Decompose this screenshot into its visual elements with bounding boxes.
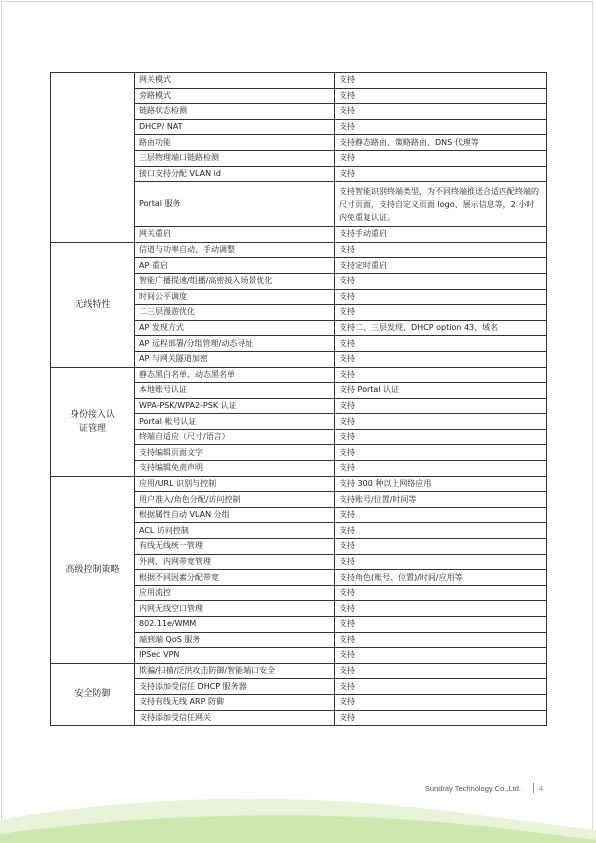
support-cell: 支持二、三层发现、DHCP option 43、域名 bbox=[335, 320, 547, 336]
feature-cell: DHCP/ NAT bbox=[135, 119, 335, 135]
support-cell: 支持定时重启 bbox=[335, 258, 547, 274]
support-cell: 支持 bbox=[335, 663, 547, 679]
feature-cell: 三层物理端口链路检测 bbox=[135, 150, 335, 166]
feature-cell: 根据不同因素分配带宽 bbox=[135, 570, 335, 586]
feature-cell: IPSec VPN bbox=[135, 648, 335, 664]
table-row bbox=[51, 73, 547, 89]
spec-table-body bbox=[51, 73, 547, 726]
support-cell: 支持静态路由、策略路由、DNS 代理等 bbox=[335, 135, 547, 151]
support-cell: 支持 Portal 认证 bbox=[335, 383, 547, 399]
support-cell: 支持 bbox=[335, 617, 547, 633]
support-cell: 支持 bbox=[335, 166, 547, 182]
feature-cell: 支持有线无线 ARP 防御 bbox=[135, 694, 335, 710]
table-row bbox=[51, 476, 547, 492]
feature-cell: 应用/URL 识别与控制 bbox=[135, 476, 335, 492]
feature-cell: 欺骗/扫描/泛洪攻击防御/智能端口安全 bbox=[135, 663, 335, 679]
support-cell: 支持 bbox=[335, 429, 547, 445]
feature-cell: 信道与功率自动、手动调整 bbox=[135, 242, 335, 258]
support-cell: 支持 bbox=[335, 461, 547, 477]
support-cell: 支持手动重启 bbox=[335, 227, 547, 243]
feature-cell: Portal 帐号认证 bbox=[135, 414, 335, 430]
feature-cell: WPA-PSK/WPA2-PSK 认证 bbox=[135, 398, 335, 414]
support-cell: 支持 bbox=[335, 336, 547, 352]
support-cell: 支持 bbox=[335, 289, 547, 305]
category-label: 无线特性 bbox=[74, 299, 111, 310]
feature-cell: 二三层漫游优化 bbox=[135, 305, 335, 321]
feature-cell: 内网无线空口管理 bbox=[135, 601, 335, 617]
category-cell bbox=[51, 663, 135, 725]
support-cell: 支持 bbox=[335, 414, 547, 430]
category-cell bbox=[51, 367, 135, 476]
footer-wave-decoration bbox=[0, 790, 596, 843]
feature-cell: 支持添加受信任 DHCP 服务器 bbox=[135, 679, 335, 695]
support-cell: 支持角色(账号、位置)/时间/应用等 bbox=[335, 570, 547, 586]
feature-cell: 路由功能 bbox=[135, 135, 335, 151]
category-cell bbox=[51, 73, 135, 243]
support-cell: 支持 bbox=[335, 445, 547, 461]
support-cell: 支持 bbox=[335, 585, 547, 601]
support-cell: 支持 bbox=[335, 351, 547, 367]
support-cell: 支持 bbox=[335, 150, 547, 166]
feature-cell: AP 重启 bbox=[135, 258, 335, 274]
feature-cell: 接口支持分配 VLAN id bbox=[135, 166, 335, 182]
table-row bbox=[51, 663, 547, 679]
feature-cell: 外网、内网带宽管理 bbox=[135, 554, 335, 570]
support-cell: 支持 bbox=[335, 507, 547, 523]
support-cell: 支持 bbox=[335, 305, 547, 321]
support-cell: 支持 bbox=[335, 601, 547, 617]
category-label: 身份接入认证管理 bbox=[69, 409, 115, 434]
feature-cell: 支持添加受信任网关 bbox=[135, 710, 335, 726]
support-cell: 支持 bbox=[335, 523, 547, 539]
feature-cell: 智能广播提速/组播/高密接入场景优化 bbox=[135, 273, 335, 289]
feature-cell: 网关重启 bbox=[135, 227, 335, 243]
feature-cell: AP 发现方式 bbox=[135, 320, 335, 336]
support-cell: 支持 bbox=[335, 242, 547, 258]
support-cell: 支持 300 种以上网络应用 bbox=[335, 476, 547, 492]
feature-cell: AP 远程部署/分组管理/动态寻址 bbox=[135, 336, 335, 352]
support-cell: 支持 bbox=[335, 632, 547, 648]
spec-table bbox=[50, 72, 547, 726]
feature-cell: 有线无线统一管理 bbox=[135, 539, 335, 555]
feature-cell: 链路状态检测 bbox=[135, 104, 335, 120]
support-cell: 支持 bbox=[335, 648, 547, 664]
table-row bbox=[51, 367, 547, 383]
footer-page-number: 4 bbox=[538, 784, 543, 793]
support-cell: 支持 bbox=[335, 104, 547, 120]
feature-cell: 时间公平调度 bbox=[135, 289, 335, 305]
category-label: 高级控制策略 bbox=[65, 564, 120, 575]
feature-cell: 网关模式 bbox=[135, 73, 335, 89]
support-cell: 支持 bbox=[335, 119, 547, 135]
feature-cell: 静态黑白名单、动态黑名单 bbox=[135, 367, 335, 383]
feature-cell: 用户准入/角色分配/访问控制 bbox=[135, 492, 335, 508]
feature-cell: 支持编辑页面文字 bbox=[135, 445, 335, 461]
support-cell: 支持智能识别终端类型，为不同终端推送合适匹配终端的尺寸页面，支持自定义页面 logo、展示信息等，2 小时内免重复认证。 bbox=[335, 182, 547, 227]
feature-cell: 支持编辑免责声明 bbox=[135, 461, 335, 477]
support-cell: 支持 bbox=[335, 398, 547, 414]
support-cell: 支持 bbox=[335, 554, 547, 570]
support-cell: 支持 bbox=[335, 539, 547, 555]
feature-cell: 应用流控 bbox=[135, 585, 335, 601]
support-cell: 支持 bbox=[335, 694, 547, 710]
feature-cell: Portal 服务 bbox=[135, 182, 335, 227]
footer-company: Sundray Technology Co.,Ltd. bbox=[424, 784, 521, 793]
table-row bbox=[51, 242, 547, 258]
support-cell: 支持 bbox=[335, 710, 547, 726]
feature-cell: 根据属性自动 VLAN 分组 bbox=[135, 507, 335, 523]
support-cell: 支持 bbox=[335, 73, 547, 89]
category-cell bbox=[51, 242, 135, 367]
support-cell: 支持 bbox=[335, 273, 547, 289]
feature-cell: ACL 访问控制 bbox=[135, 523, 335, 539]
support-cell: 支持 bbox=[335, 679, 547, 695]
feature-cell: 终端自适应（尺寸/语言） bbox=[135, 429, 335, 445]
support-cell: 支持 bbox=[335, 367, 547, 383]
feature-cell: 本地账号认证 bbox=[135, 383, 335, 399]
feature-cell: 旁路模式 bbox=[135, 88, 335, 104]
support-cell: 支持账号/位置/时间等 bbox=[335, 492, 547, 508]
category-label: 安全防御 bbox=[74, 689, 111, 700]
support-cell: 支持 bbox=[335, 88, 547, 104]
feature-cell: 802.11e/WMM bbox=[135, 617, 335, 633]
feature-cell: 端到端 QoS 服务 bbox=[135, 632, 335, 648]
feature-cell: AP 与网关隧道加密 bbox=[135, 351, 335, 367]
category-cell bbox=[51, 476, 135, 663]
